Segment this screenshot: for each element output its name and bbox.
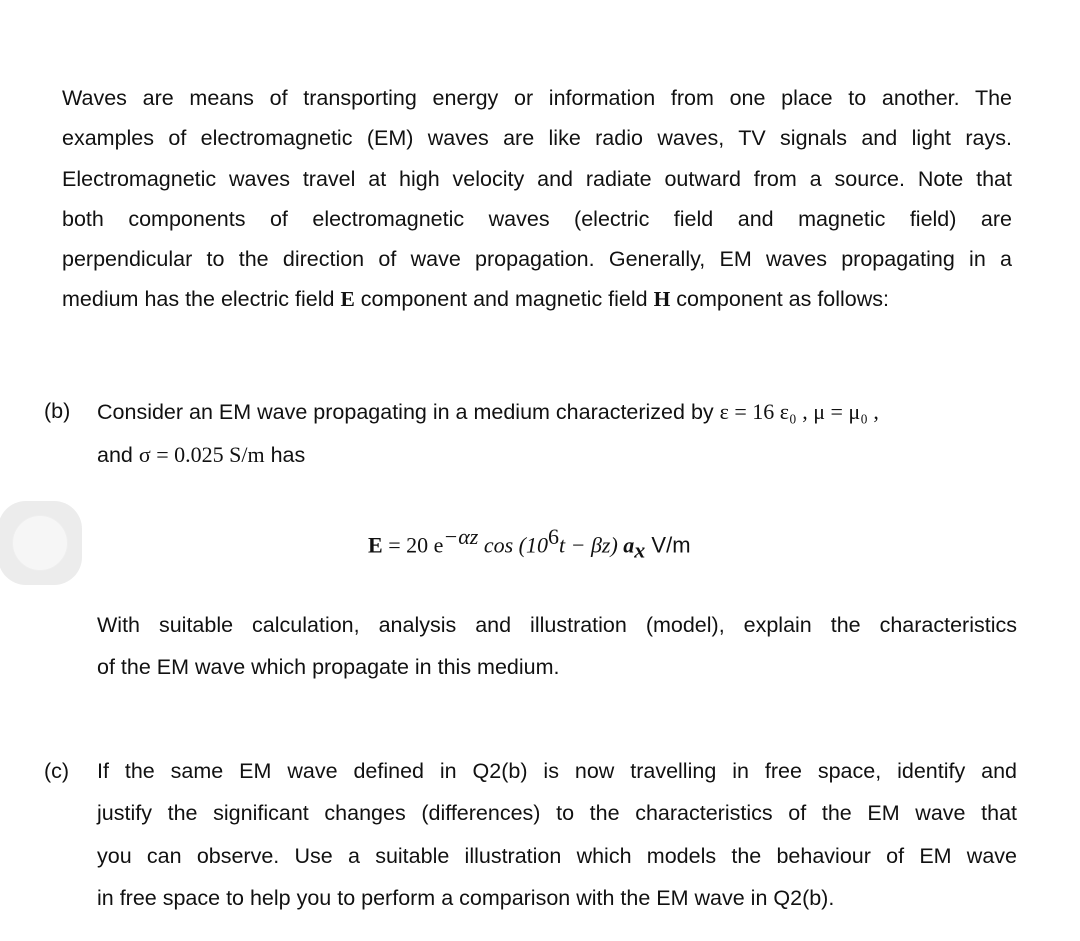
medium-parameters: ε = 16 ε₀ , μ = μ₀ , — [719, 399, 879, 424]
intro-line: Electromagnetic waves travel at high velocity and radiate outward from a source. Note that — [62, 166, 1012, 191]
question-b-para-line: With suitable calculation, analysis and illustration (model), explain the characteristics — [97, 613, 1017, 637]
question-c-paragraph — [97, 750, 1017, 919]
question-c-line: justify the significant changes (differences) to the characteristics of the EM wave that — [97, 801, 1017, 826]
intro-text: medium has the electric field — [62, 287, 341, 312]
equation-part: t − βz) — [558, 532, 624, 558]
intro-paragraph — [62, 78, 1012, 320]
intro-line: examples of electromagnetic (EM) waves are like radio waves, TV signals and light rays. — [62, 126, 1012, 151]
floating-assistive-button[interactable] — [0, 501, 82, 585]
electric-field-symbol: E — [340, 287, 355, 312]
question-c-line: you can observe. Use a suitable illustration which models the behaviour of EM wave — [97, 843, 1017, 868]
equation-part: = 20 e — [382, 532, 444, 558]
equation-lhs: E — [368, 532, 383, 558]
question-b-text: and — [97, 443, 139, 467]
intro-text: component as follows: — [670, 287, 890, 312]
equation-power: 6 — [547, 524, 559, 549]
unit-vector: a — [623, 532, 635, 558]
question-b-para-line: of the EM wave which propagate in this medium. — [97, 655, 560, 680]
intro-line-last — [62, 279, 1012, 319]
question-c-line: in free space to help you to perform a comparison with the EM wave in Q2(b). — [97, 885, 835, 910]
intro-line: Waves are means of transporting energy or information from one place to another. The — [62, 86, 1012, 110]
intro-text: component and magnetic field — [354, 287, 654, 312]
question-b-label: (b) — [44, 399, 71, 423]
magnetic-field-symbol: H — [653, 287, 671, 312]
equation-exponent: −αz — [443, 524, 479, 549]
question-c-line: If the same EM wave defined in Q2(b) is now travelling in free space, identify and — [97, 759, 1017, 783]
electric-field-equation — [368, 524, 691, 564]
question-b-paragraph — [97, 604, 1017, 689]
question-b-line1 — [97, 399, 879, 425]
equation-part: cos (10 — [478, 532, 548, 558]
question-b-text: has — [264, 443, 306, 467]
intro-line: perpendicular to the direction of wave propagation. Generally, EM waves propagating in a — [62, 247, 1012, 272]
question-b-line2 — [97, 442, 305, 468]
conductivity: σ = 0.025 S/m — [138, 442, 265, 467]
intro-line: both components of electromagnetic waves (electric field and magnetic field) are — [62, 206, 1012, 231]
unit-vector-subscript: x — [634, 537, 646, 563]
question-c-label: (c) — [44, 759, 70, 783]
equation-unit: V/m — [645, 532, 691, 558]
circle-icon — [12, 515, 68, 571]
question-b-text: Consider an EM wave propagating in a medium characterized by — [97, 400, 720, 424]
